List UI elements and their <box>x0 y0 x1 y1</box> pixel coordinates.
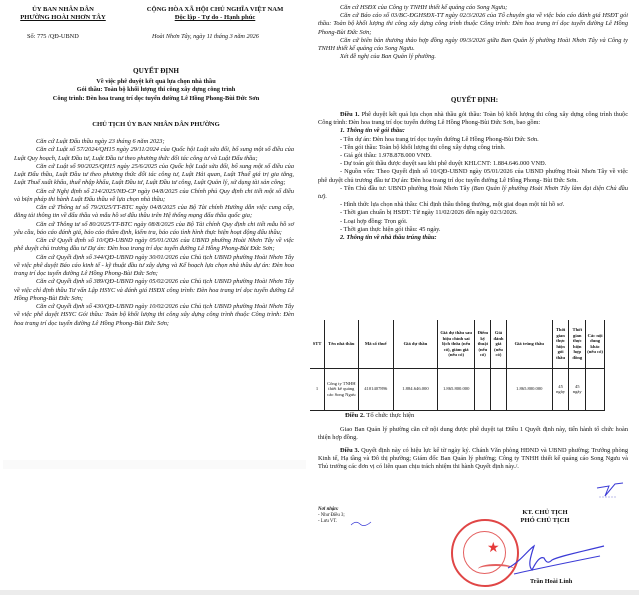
col-header: Điểm kỹ thuật (nếu có) <box>475 320 491 368</box>
selection-method: - Hình thức lựa chọn nhà thầu: Chỉ định thầu thông thường, một giai đoạn một túi hồ sơ. <box>340 201 565 209</box>
handwritten-signature-icon <box>500 540 610 580</box>
page-divider <box>3 460 306 469</box>
recipients <box>318 507 345 525</box>
legal-basis-item: Căn cứ Thông tư số 79/2025/TT-BTC ngày 04/8/2025 của Bộ Tài chính Hướng dẫn việc cung cấp, đăng tải thông tin về đấu thầu và mẫu hồ sơ đấu thầu trên Hệ thống mạng đấu thầu quốc gia; <box>14 204 294 220</box>
table-header-row <box>310 320 605 368</box>
document-page-2 <box>310 0 639 590</box>
document-date: Hoài Nhơn Tây, ngày 11 tháng 3 năm 2026 <box>152 33 259 40</box>
signature-title <box>500 509 590 525</box>
approved-estimate: - Dự toán gói thầu được duyệt sau khi phê duyệt KHLCNT: 1.884.646.000 VNĐ. <box>340 160 547 168</box>
col-header: Thời gian thực hiện hợp đồng <box>569 320 586 368</box>
legal-basis-item: Căn cứ Nghị định số 214/2025/NĐ-CP ngày 04/8/2025 của Chính phủ Quy định chi tiết một số điều và biện pháp thi hành Luật Đấu thầu về lựa chọn nhà thầu; <box>14 187 294 203</box>
article-1-label: Điều 1. <box>340 111 360 118</box>
initial-signature-icon <box>595 480 625 500</box>
contract-type: - Loại hợp đồng: Trọn gói. <box>340 217 408 225</box>
article-1-text: Phê duyệt kết quả lựa chọn nhà thầu gói thầu: Toàn bộ khối lượng thi công xây dựng công trình thuộc Công trình: Đèn hoa trang trí dọc tuyến đường Lê Hồng Phong-Bùi Đức Sơn, bao gồm: <box>318 111 629 127</box>
cell-winning-price: 1.865.800.000 <box>506 368 552 410</box>
article-3-text: Quyết định này có hiệu lực kể từ ngày ký. Chánh Văn phòng HĐND và UBND phường; Trưởng phòng Kinh tế, Hạ tầng và Đô thị phường; Giám đốc Ban Quản lý phường; Công ty TNHH thiết kế quảng cáo Song Ngưu và Thủ trưởng các đơn vị có liên quan chịu trách nhiệm thi hành Quyết định này./. <box>318 447 628 471</box>
subtitle-line-3: Công trình: Đèn hoa trang trí dọc tuyến đường Lê Hồng Phong-Bùi Đức Sơn <box>52 94 260 102</box>
legal-basis-item: Căn cứ HSĐX của Công ty TNHH thiết kế quảng cáo Song Ngưu; <box>340 4 508 11</box>
cell-adjusted-price: 1.865.800.000 <box>437 368 475 410</box>
viewer-bottom-edge <box>0 590 639 595</box>
legal-basis-item: Căn cứ Quyết định số 10/QĐ-UBND ngày 05/01/2026 của UBND phường Hoài Nhơn Tây về việc phê duyệt chủ trương đầu tư Dự án: Đèn hoa trang trí dọc tuyến đường Lê Hồng Phong-Bùi Đức Sơn; <box>14 237 294 253</box>
col-header: Giá trúng thầu <box>506 320 552 368</box>
col-header: Thời gian thực hiện gói thầu <box>552 320 569 368</box>
recipient-item: - Lưu VT. <box>318 519 338 524</box>
legal-basis-continued <box>318 4 628 61</box>
document-page-1 <box>0 0 312 590</box>
cell-tax-code: 4101407896 <box>358 368 394 410</box>
article-2-label: Điều 2. <box>345 412 365 419</box>
col-header: Các nội dung khác (nếu có) <box>586 320 605 368</box>
document-number: Số: 775 /QĐ-UBND <box>27 33 79 40</box>
legal-basis-item: Căn cứ Báo cáo số 03/BC-ĐGHSĐX-TT ngày 02/3/2026 của Tổ chuyên gia về việc báo cáo đánh giá HSĐT gói thầu: Toàn bộ khối lượng thi công xây dựng công trình thuộc Công trình: Đèn hoa trang trí dọc tuyến đường Lê Hồng Phong-Bùi Đức Sơn; <box>318 12 628 36</box>
clerk-initial-icon <box>350 519 372 527</box>
col-header: Giá dự thầu <box>394 320 438 368</box>
article-3-label: Điều 3. <box>340 447 360 454</box>
table-row <box>310 368 605 410</box>
section-1-title: 1. Thông tin về gói thầu: <box>340 127 405 135</box>
nation-name: CỘNG HÒA XÃ HỘI CHỦ NGHĨA VIỆT NAM <box>146 6 284 13</box>
article-1 <box>318 111 628 242</box>
cell-package-duration: 45 ngày <box>552 368 569 410</box>
decision-heading: QUYẾT ĐỊNH: <box>450 96 499 104</box>
motto: Độc lập - Tự do - Hạnh phúc <box>174 14 256 21</box>
winning-bidder-table <box>310 320 605 411</box>
col-header: Giá dự thầu sau hiệu chỉnh sai lệch thừa (nếu có), giảm giá (nếu có) <box>437 320 475 368</box>
star-icon: ★ <box>487 541 500 556</box>
cell-stt: 1 <box>310 368 325 410</box>
issuing-agency <box>8 6 118 22</box>
legal-basis-item: Căn cứ Quyết định số 430/QĐ-UBND ngày 10/02/2026 của Chủ tịch UBND phường Hoài Nhơn Tây về việc phê duyệt HSYC Gói thầu: Toàn bộ khối lượng thi công xây dựng công trình thuộc Công trình: Đèn hoa trang trí dọc tuyến đường Lê Hồng Phong-Bùi Đức Sơn; <box>14 303 294 327</box>
cell-bid-price: 1.884.646.000 <box>394 368 438 410</box>
legal-basis-item: Căn cứ Quyết định số 344/QĐ-UBND ngày 30/01/2026 của Chủ tịch UBND phường Hoài Nhơn Tây về việc phê duyệt Báo cáo kinh tế - kỹ thuật đầu tư xây dựng và Kế hoạch lựa chọn nhà thầu dự án: Đèn hoa trang trí dọc tuyến đường Lê Hồng Phong-Bùi Đức Sơn; <box>14 253 294 277</box>
cell-eval-price <box>491 368 507 410</box>
article-2-title: Tổ chức thực hiện <box>364 412 415 419</box>
document-title: QUYẾT ĐỊNH <box>133 67 179 75</box>
issuing-authority: CHỦ TỊCH ỦY BAN NHÂN DÂN PHƯỜNG <box>92 121 220 128</box>
investor-name: - Tên Chủ đầu tư: UBND phường Hoài Nhơn Tây <box>340 184 472 192</box>
cell-contract-duration: 45 ngày <box>569 368 586 410</box>
article-3 <box>318 447 628 472</box>
legal-basis-list <box>14 138 294 328</box>
col-header: Mã số thuế <box>358 320 394 368</box>
agency-line-2: PHƯỜNG HOÀI NHƠN TÂY <box>20 14 106 21</box>
col-header: Giá đánh giá (nếu có) <box>491 320 507 368</box>
legal-basis-item: Xét đề nghị của Ban Quản lý phường. <box>340 53 436 61</box>
signature-line-1: KT. CHỦ TỊCH <box>522 509 568 516</box>
section-2-title: 2. Thông tin về nhà thầu trúng thầu: <box>340 234 437 242</box>
funding-source: - Nguồn vốn: Theo Quyết định số 10/QĐ-UBND ngày 05/01/2026 của UBND phường Hoài Nhơn Tây về việc phê duyệt chủ trương đầu tư Dự án: Đèn hoa trang trí dọc tuyến đường Lê Hồng Phong- Bùi Đức Sơn. <box>318 168 628 184</box>
subtitle-line-2: Gói thầu: Toàn bộ khối lượng thi công xây dựng công trình <box>76 86 236 94</box>
legal-basis-item: Căn cứ Luật Đấu thầu ngày 23 tháng 6 năm 2023; <box>36 138 165 145</box>
investor-note: (Ban Quản lý phường Hoài Nhơn Tây làm đại diện Chủ đầu tư). <box>318 184 628 201</box>
legal-basis-item: Căn cứ Quyết định số 389/QĐ-UBND ngày 05/02/2026 của Chủ tịch UBND phường Hoài Nhơn Tây về việc chỉ định thầu Tư vấn Lập HSYC và đánh giá HSĐX công trình: Đèn hoa trang trí dọc tuyến đường Lê Hồng Phong-Bùi Đức Sơn; <box>14 278 294 302</box>
project-name: - Tên dự án: Đèn hoa trang trí dọc tuyến đường Lê Hồng Phong-Bùi Đức Sơn. <box>340 135 539 143</box>
recipients-label: Nơi nhận: <box>318 507 339 512</box>
legal-basis-item: Căn cứ Luật số 57/2024/QH15 ngày 29/11/2024 của Quốc hội Luật sửa đổi, bổ sung một số điều của Luật Quy hoạch, Luật Đầu tư, Luật Đầu tư theo phương thức đối tác công tư và Luật Đấu thầu; <box>14 146 294 162</box>
legal-basis-item: Căn cứ biên bản thương thảo hợp đồng ngày 09/3/2026 giữa Ban Quản lý phường Hoài Nhơn Tây và Công ty TNHH thiết kế quảng cáo Song Ngưu. <box>318 36 628 53</box>
article-2-text: Giao Ban Quản lý phường căn cứ nội dung được phê duyệt tại Điều 1 Quyết định này, tiến hành tổ chức hoàn thiện hợp đồng. <box>318 426 628 442</box>
legal-basis-item: Căn cứ Luật số 90/2025/QH15 ngày 25/6/2025 của Quốc hội Luật sửa đổi, bổ sung một số điều của Luật Đấu thầu, Luật Đầu tư theo phương thức đối tác công tư, Luật Hải quan, Luật Thuế giá trị gia tăng, Luật Thuế xuất khẩu, thuế nhập khẩu, Luật Đầu tư, Luật Đầu tư công, Luật Quản lý, sử dụng tài sản công; <box>14 162 294 187</box>
cell-other <box>586 368 605 410</box>
package-price: - Giá gói thầu: 1.978.878.000 VNĐ. <box>340 152 432 160</box>
cell-contractor: Công ty TNHH thiết kế quảng cáo Song Ngưu <box>325 368 358 410</box>
investor <box>318 185 628 201</box>
signature-line-2: PHÓ CHỦ TỊCH <box>520 517 570 524</box>
signer-name: Trần Hoài Linh <box>530 578 573 585</box>
package-name: - Tên gói thầu: Toàn bộ khối lượng thi công xây dựng công trình. <box>340 143 506 151</box>
legal-basis-item: Căn cứ Thông tư số 80/2025/TT-BTC ngày 08/8/2025 của Bộ Tài chính Quy định chi tiết mẫu hồ sơ yêu cầu, báo cáo đánh giá, báo cáo thẩm định, kiểm tra, báo cáo tình hình thực hiện hoạt động đấu thầu; <box>14 220 294 236</box>
recipient-item: - Như Điều 3; <box>318 513 345 518</box>
duration: - Thời gian thực hiện gói thầu: 45 ngày. <box>340 225 441 233</box>
subtitle-line-1: Về việc phê duyệt kết quả lựa chọn nhà thầu <box>96 78 216 85</box>
document-subtitle <box>0 78 312 103</box>
article-2-body <box>318 426 628 442</box>
col-header: STT <box>310 320 325 368</box>
prep-time: - Thời gian chuẩn bị HSĐT: Từ ngày 11/02/2026 đến ngày 02/3/2026. <box>340 209 518 217</box>
article-2-heading <box>345 412 414 419</box>
col-header: Tên nhà thầu <box>325 320 358 368</box>
cell-tech-score <box>475 368 491 410</box>
national-motto <box>125 6 305 22</box>
agency-line-1: ỦY BAN NHÂN DÂN <box>32 6 94 13</box>
